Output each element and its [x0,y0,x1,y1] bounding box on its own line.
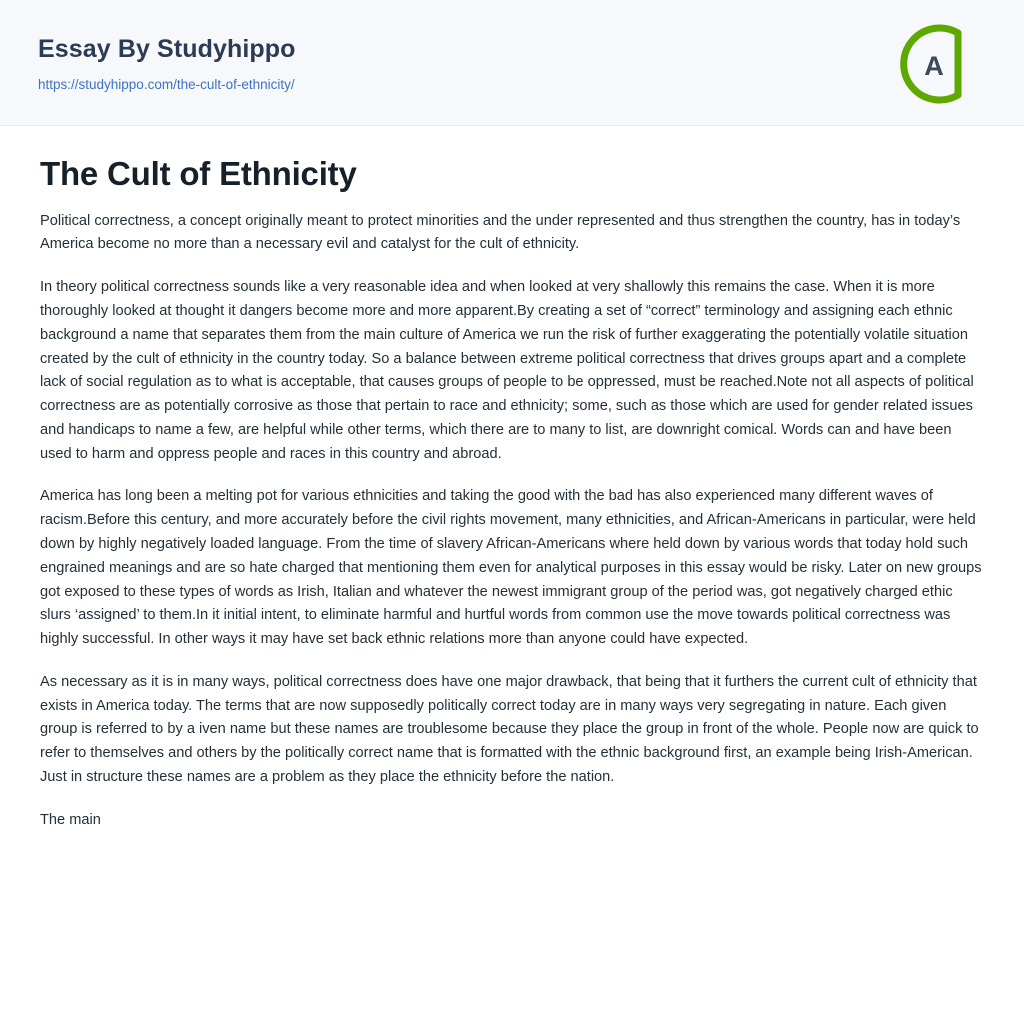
paragraph: America has long been a melting pot for various ethnicities and taking the good with the bad has also experienced many different waves of racism.Before this century, and more accurately before the civil rights movement, many ethnicities, and African-Americans in particular, were held down by highly negatively loaded language. From the time of slavery African-Americans where held down by various words that today hold such engrained meanings and are so hate charged that mentioning them even for analytical purposes in this essay would be risky. Later on new groups got exposed to these types of words as Irish, Italian and whatever the newest immigrant group of the period was, got negatively charged ethic slurs ‘assigned’ to them.In it initial intent, to eliminate harmful and hurtful words from common use the move towards political correctness was highly successful. In other ways it may have set back ethnic relations more than anyone could have expected. [40,488,982,648]
paragraph: Political correctness, a concept originally meant to protect minorities and the under represented and thus strengthen the country, has in today’s America become no more than a necessary evil and catalyst for the cult of ethnicity. [40,212,961,253]
site-header [0,0,1024,126]
studyhippo-logo-icon [894,21,980,107]
paragraph: The main [40,811,101,828]
logo-letter: A [924,51,944,81]
page-title: The Cult of Ethnicity [40,155,357,192]
paragraph: In theory political correctness sounds like a very reasonable idea and when looked at very shallowly this remains the case. When it is more thoroughly looked at thought it dangers become more and more apparent.By creating a set of “correct” terminology and assigning each ethnic background a name that separates them from the main culture of America we run the risk of further exaggerating the potentially volatile situation created by the cult of ethnicity in the country today. So a balance between extreme political correctness that drives groups apart and a complete lack of social regulation as to what is acceptable, that causes groups of people to be oppressed, must be reached.Note not all aspects of political correctness are as potentially corrosive as those that pertain to race and ethnicity; some, such as those which are used for gender related issues and handicaps to name a few, are helpful while other terms, which there are to many to list, are downright comical. Words can and have been used to harm and oppress people and races in this country and abroad. [40,279,974,462]
article-body [40,210,984,833]
source-url-link[interactable]: https://studyhippo.com/the-cult-of-ethnicity/ [38,76,295,92]
paragraph: As necessary as it is in many ways, political correctness does have one major drawback, that being that it furthers the current cult of ethnicity that exists in America today. The terms that are now supposedly politically correct today are in many ways very segregating in nature. Each given group is referred to by a iven name but these names are troublesome because they place the group in front of the whole. People now are quick to refer to themselves and others by the politically correct name that is formatted with the ethnic background first, an example being Irish-American. Just in structure these names are a problem as they place the ethnicity before the nation. [40,673,979,785]
article [0,126,1024,1011]
brand-block [38,36,296,94]
brand-title: Essay By Studyhippo [38,35,296,63]
